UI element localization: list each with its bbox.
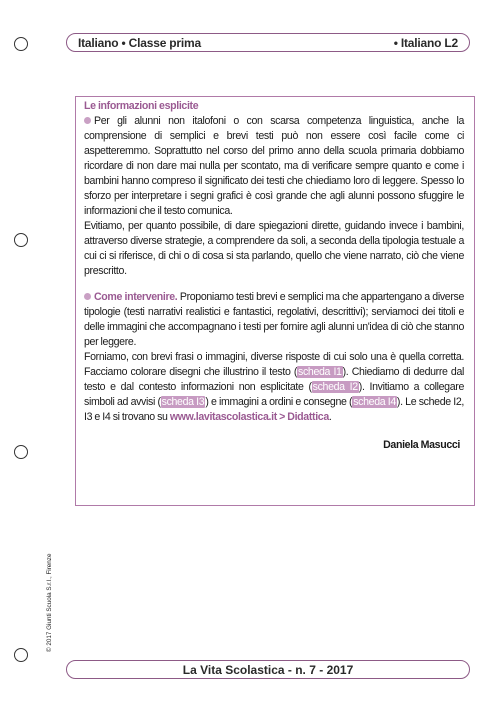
page-footer [66, 660, 470, 679]
paragraph: Per gli alunni non italofoni o con scarsa competenza linguistica, anche la comprensione di semplici e brevi testi può non essere così facile come ci aspetteremmo. Soprattutto nel corso del primo anno della scuola primaria dobbiamo ricordare di non dare mai nulla per scontato, ma di verificare sempre quanto e come i bambini hanno compreso il significato dei testi che chiediamo loro di leggere. Spesso lo sforzo per interpretare i segni grafici è così grande che agli alunni possono sfuggire le informazioni che il testo comunica. [84, 115, 464, 217]
binder-hole-bottom [14, 648, 28, 662]
copyright-notice: © 2017 Giunti Scuola S.r.l., Firenze [46, 553, 53, 652]
section-subtitle: Come intervenire. [94, 291, 178, 303]
website-link[interactable]: www.lavitascolastica.it > Didattica [169, 411, 329, 423]
scheda-tag-i2: scheda I2 [312, 381, 358, 393]
page-header [66, 33, 470, 52]
binder-hole-lower [14, 445, 28, 459]
section-title: Le informazioni esplicite [84, 100, 199, 112]
header-subject: Italiano • Classe prima [78, 35, 201, 50]
scheda-tag-i3: scheda I3 [161, 396, 205, 408]
binder-hole-top [14, 37, 28, 51]
binder-hole-upper [14, 233, 28, 247]
bullet-icon [84, 117, 91, 124]
header-topic: • Italiano L2 [393, 35, 458, 50]
paragraph: Come intervenire. Proponiamo testi brevi e semplici ma che appartengano a diverse tipologie (testi narrativi realistici e fantastici, regolativi, descrittivi); serviamoci dei titoli e delle immagini che accompagnano i testi per fornire agli alunni un'idea di ciò che stanno per leggere. [84, 291, 464, 348]
paragraph: Forniamo, con brevi frasi o immagini, diverse risposte di cui solo una è quella corretta. Facciamo colorare disegni che illustrino il testo (scheda I1). Chiediamo di dedurre dal testo e dal contesto informazioni non esplicitate (scheda I2). Invitiamo a collegare simboli ad avvisi (scheda I3) e immagini a ordini e consegne (scheda I4). Le schede I2, I3 e I4 si trovano su www.lavitascolastica.it > Didattica. [84, 351, 464, 423]
footer-publication: La Vita Scolastica - n. 7 - 2017 [182, 662, 354, 677]
scheda-tag-i1: scheda I1 [298, 366, 342, 378]
article-body [84, 99, 464, 453]
bullet-icon [84, 293, 91, 300]
paragraph: Evitiamo, per quanto possibile, di dare spiegazioni dirette, guidando invece i bambini, attraverso diverse strategie, a comprendere da soli, a seconda della tipologia testuale a cui ci si riferisce, di chi o di cosa si sta parlando, quello che viene narrato, ciò che viene prescritto. [84, 220, 464, 277]
scheda-tag-i4: scheda I4 [353, 396, 396, 408]
author-signature: Daniela Masucci [383, 439, 460, 451]
